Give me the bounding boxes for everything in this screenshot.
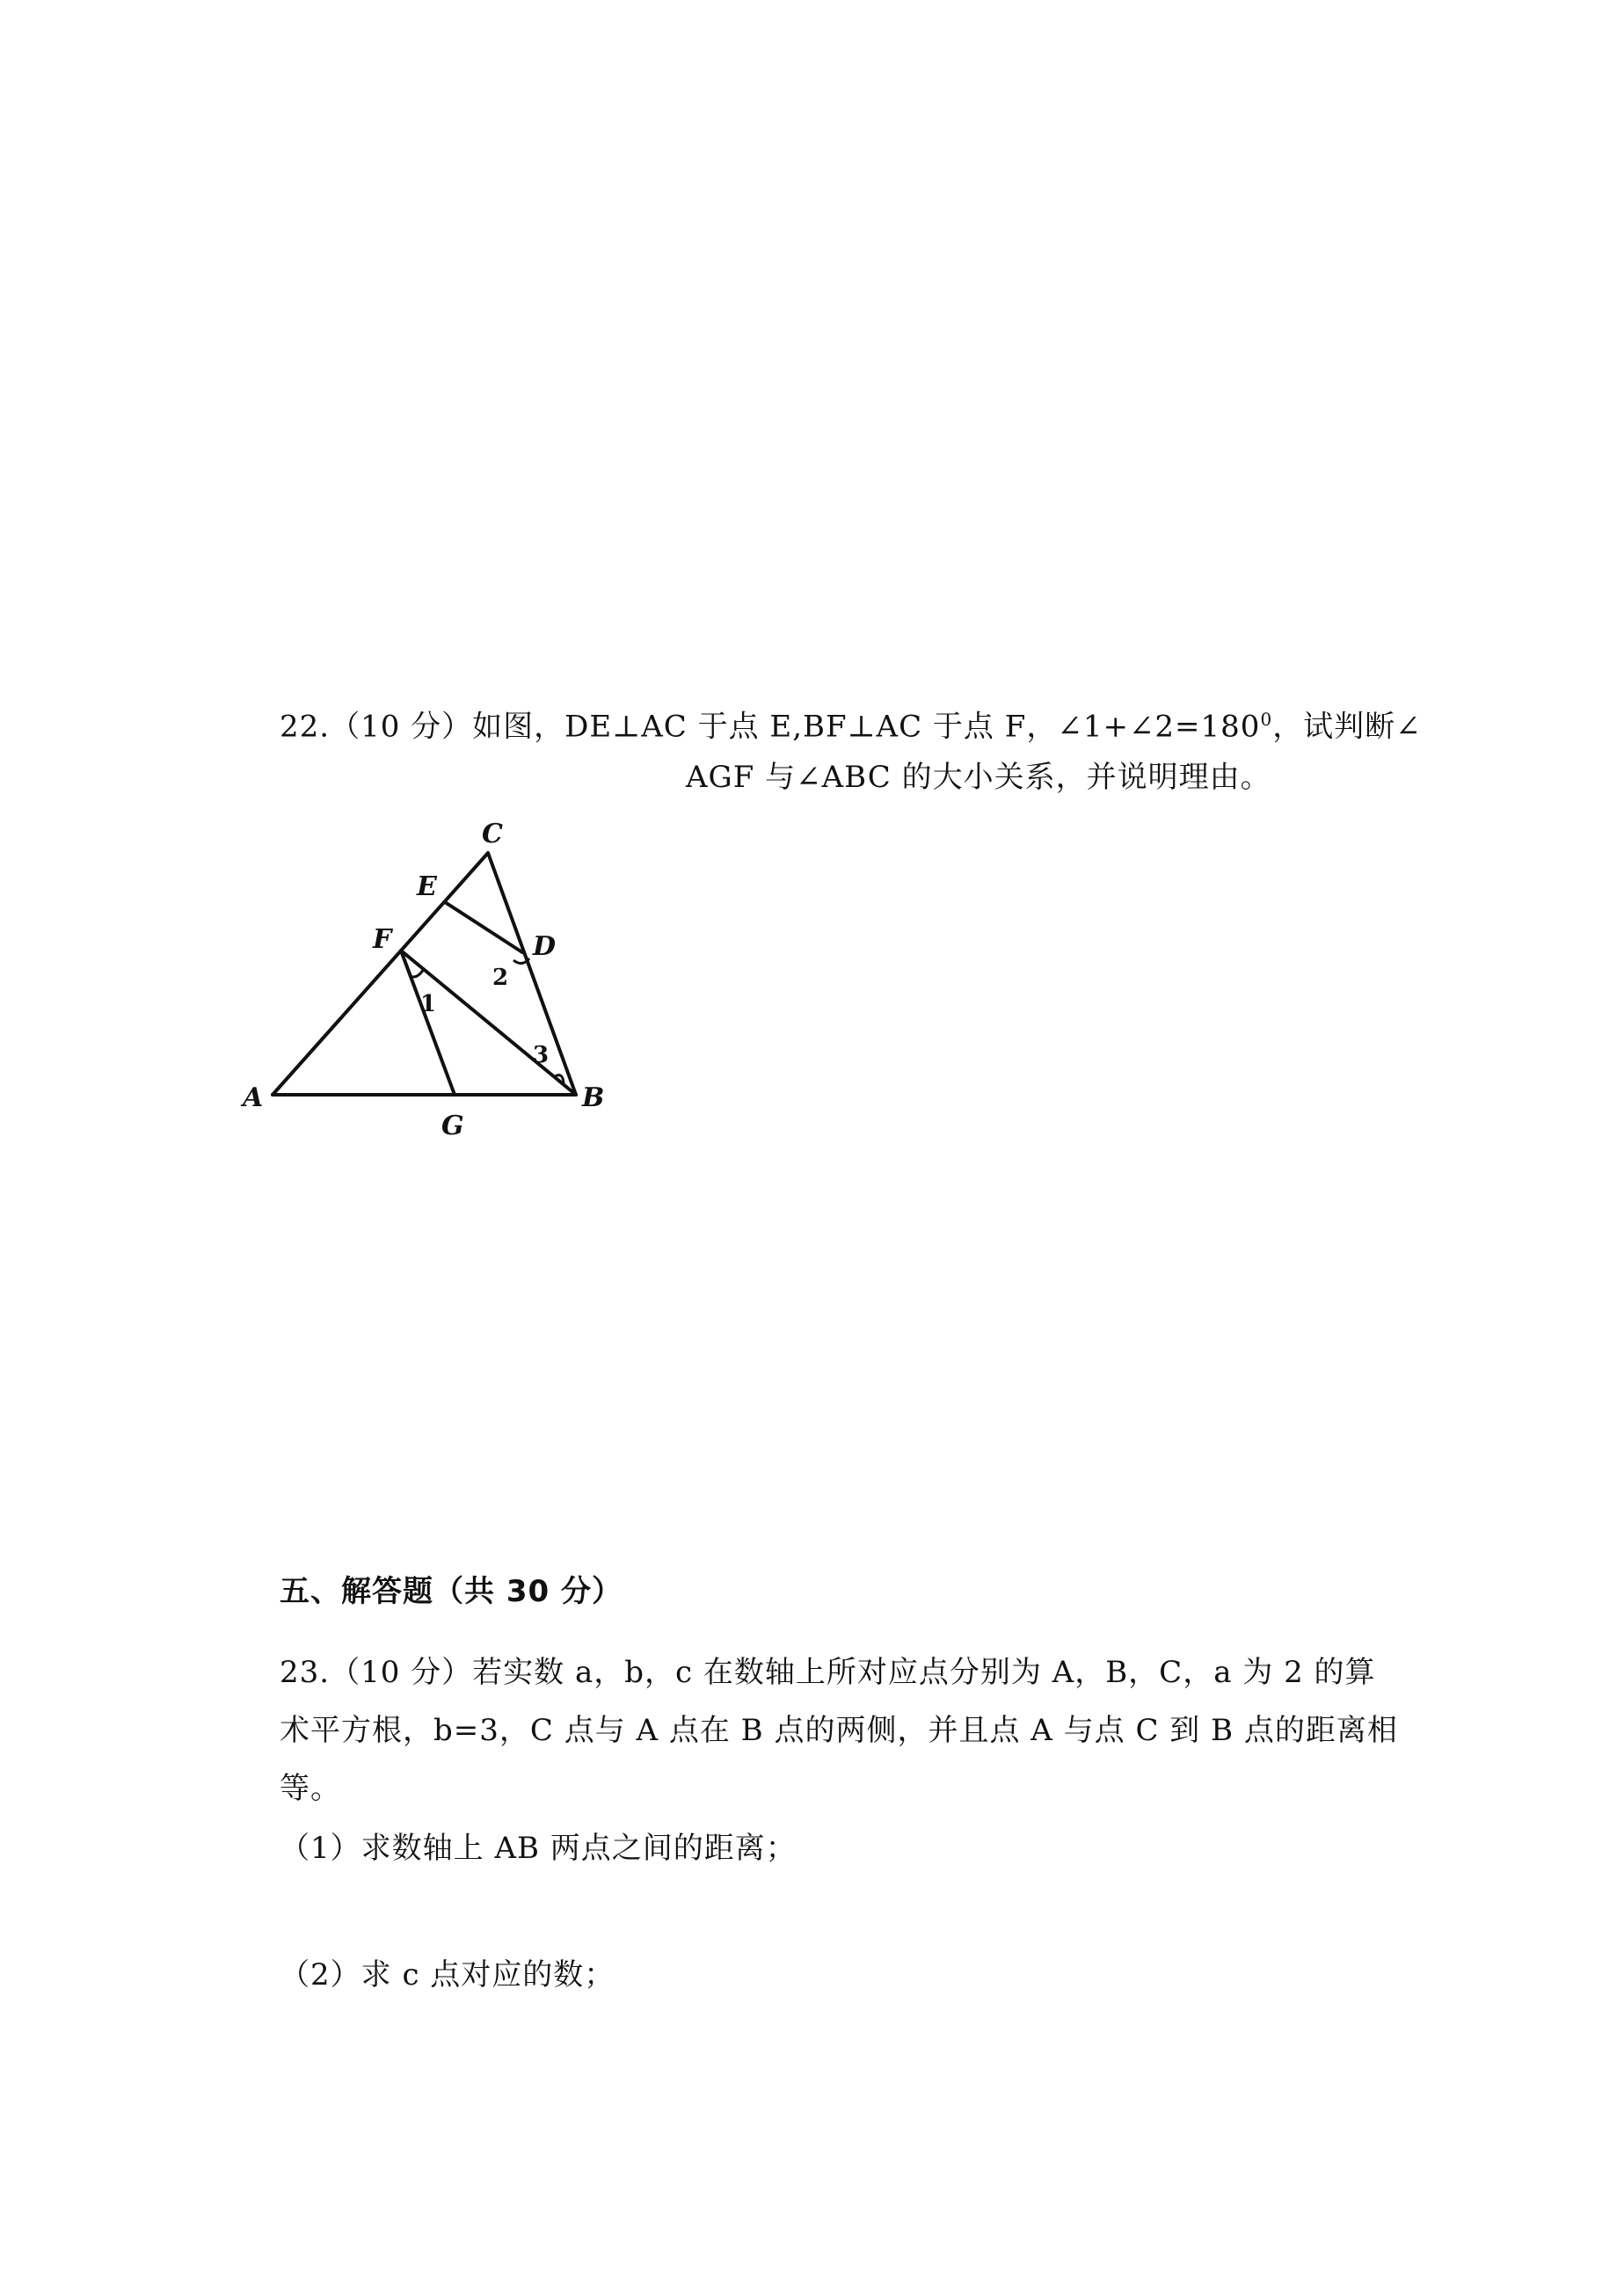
label-a: A <box>243 1082 264 1113</box>
label-angle-3: 3 <box>533 1042 550 1068</box>
q23-part-1: （1）求数轴上 AB 两点之间的距离； <box>280 1831 797 1866</box>
q23-part-2: （2）求 c 点对应的数； <box>280 1957 615 1993</box>
label-d: D <box>533 931 557 962</box>
label-b: B <box>582 1082 605 1113</box>
label-angle-2: 2 <box>492 965 509 991</box>
q22-line-1-tail: ，试判断∠ <box>1272 709 1422 745</box>
q23-line-3: 等。 <box>280 1771 341 1806</box>
label-g: G <box>441 1111 464 1141</box>
label-angle-1: 1 <box>420 991 437 1017</box>
label-c: C <box>482 819 503 849</box>
label-f: F <box>373 924 392 955</box>
q22-line-1-text: 22.（10 分）如图，DE⊥AC 于点 E,BF⊥AC 于点 F，∠1+∠2=180 <box>280 709 1261 745</box>
q22-line-2: AGF 与∠ABC 的大小关系，并说明理由。 <box>686 760 1271 795</box>
label-e: E <box>417 871 437 902</box>
angle-1-arc <box>411 969 424 977</box>
segment-de <box>445 902 522 952</box>
q22-line-1 <box>280 700 1422 746</box>
q23-line-1: 23.（10 分）若实数 a，b，c 在数轴上所对应点分别为 A，B，C，a 为 2 的算 <box>280 1655 1376 1690</box>
segment-ac <box>273 853 488 1095</box>
triangle-figure <box>230 807 635 1150</box>
section-5-heading: 五、解答题（共 30 分） <box>280 1574 623 1609</box>
degree-superscript: 0 <box>1260 709 1273 730</box>
q23-line-2: 术平方根，b=3，C 点与 A 点在 B 点的两侧，并且点 A 与点 C 到 B 点的距离相 <box>280 1713 1398 1748</box>
